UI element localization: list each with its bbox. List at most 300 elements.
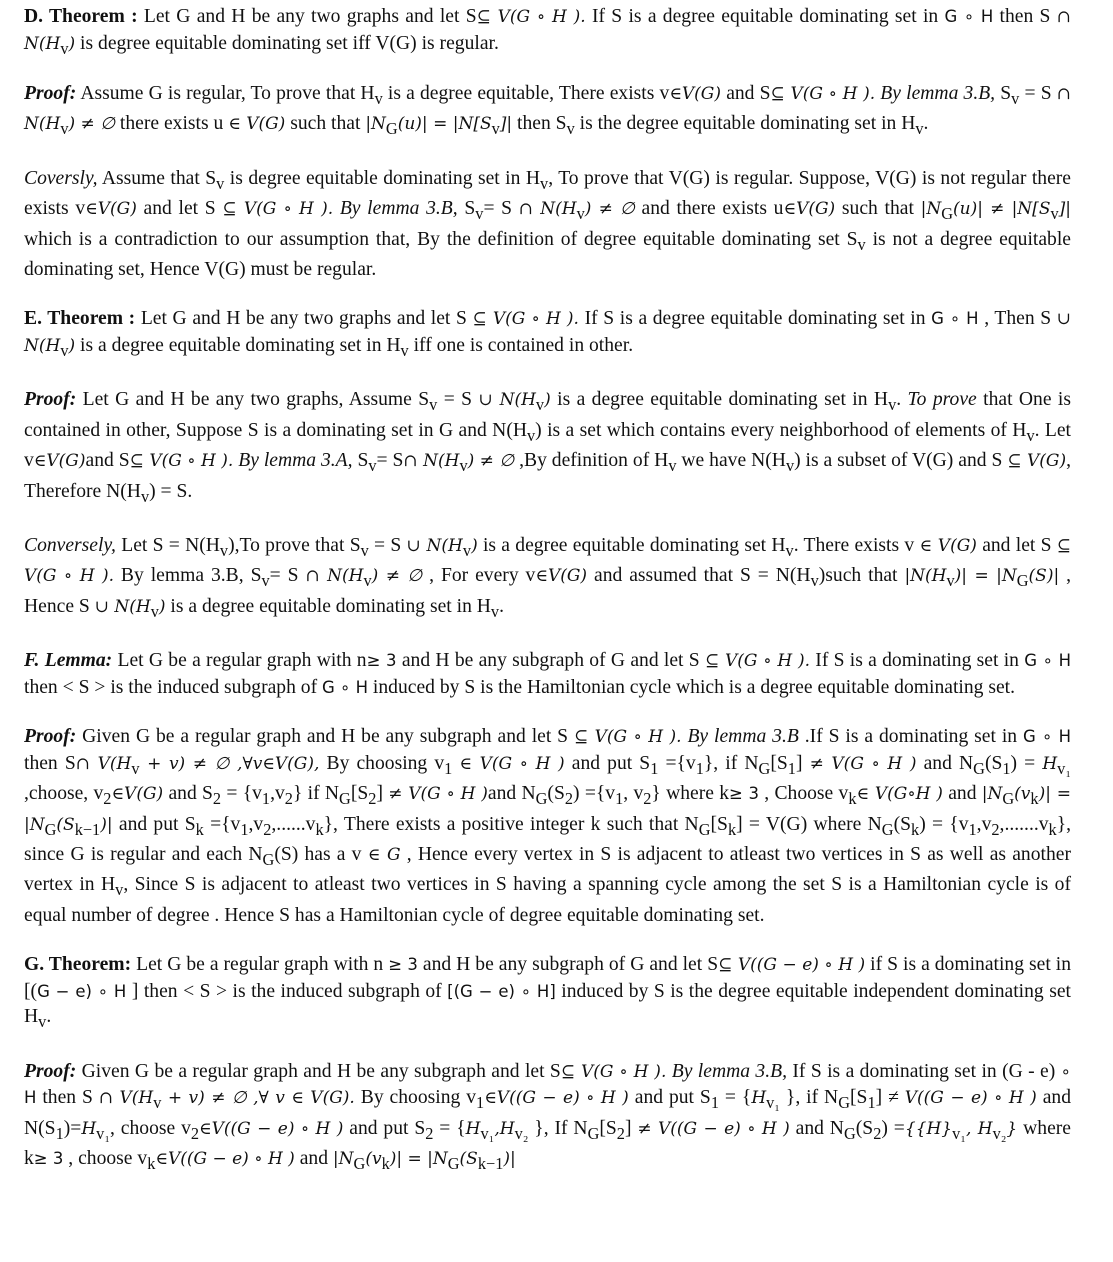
math-expression: )| (503, 1148, 516, 1169)
subscript: G (881, 819, 894, 839)
math-expression: ) ≠ ∅ (68, 114, 116, 135)
text-run: = S (437, 389, 479, 411)
text-run: , Choose v (759, 783, 849, 805)
math-expression: ∩ N(H (24, 7, 1071, 54)
math-expression: ∪ N(H (24, 309, 1072, 356)
theorem-d (24, 4, 1071, 61)
subscript: 2 (263, 819, 272, 839)
subscript: 2 (284, 789, 293, 808)
emphasis-text: Proof: (24, 389, 77, 411)
subscript: 1 (476, 1093, 485, 1113)
math-expression: (S (56, 814, 75, 835)
math-expression: ∈V((G − e) ∘ H ) (484, 1088, 629, 1109)
text-run: ) = (881, 1117, 905, 1139)
emphasis-text: By lemma 3.B, (875, 82, 996, 104)
math-expression: ≥ 3 (366, 651, 397, 671)
math-expression: ⊆ V(G ∘ H ). (24, 535, 1072, 587)
text-run: such that (285, 113, 366, 135)
math-expression: ⊆ V(G ∘ H ). (129, 451, 234, 472)
lemma-f (24, 648, 1071, 700)
text-run: Let G and H be any two graphs and let S (135, 308, 473, 330)
subscript: v (475, 204, 484, 224)
text-run: Let G and H be any two graphs, Assume S (76, 389, 430, 411)
text-run: and (294, 1147, 333, 1169)
text-run: ) = S. (149, 480, 193, 502)
math-expression: ∩ N(H (24, 83, 1072, 135)
text-run: }, There exists a positive integer k such that N (323, 813, 699, 835)
subscript: v₁ (1057, 758, 1072, 778)
text-run: S (995, 82, 1012, 104)
math-expression: ) ≠ ∅ (371, 566, 423, 587)
text-run: . Let v (24, 419, 1072, 472)
math-expression: ≠ V((G − e) ∘ H ) (637, 1118, 790, 1139)
subscript: v (60, 119, 69, 139)
text-run: , To prove that V(G) is regular. Suppose, V(G) is not regular there exists v (24, 167, 1072, 220)
math-expression: V((G − e) ∘ H ) (904, 1088, 1037, 1109)
subscript: 2 (190, 1123, 200, 1143)
subscript: v (1011, 88, 1020, 108)
text-run: ) is a subset of V(G) and S (794, 450, 1008, 472)
subscript: v (527, 425, 536, 445)
text-run: Let G be a regular graph with n (131, 954, 389, 976)
text-run: and N (789, 1117, 844, 1139)
text-run: (S (893, 813, 912, 835)
text-run: ] (795, 752, 810, 774)
subscript: v (219, 540, 229, 560)
emphasis-text: Proof: (24, 726, 77, 748)
text-run: and let S (976, 534, 1057, 556)
text-run: [S (350, 783, 369, 805)
subscript: v (153, 1093, 162, 1113)
subscript: k (1048, 819, 1057, 839)
math-expression: ) (68, 33, 76, 54)
text-run: ] = V(G) where N (736, 813, 882, 835)
text-run: is degree equitable dominating set in H (224, 167, 541, 189)
math-expression: ∈ V(G ∘ H ) (459, 753, 565, 774)
text-run: which is a contradiction to our assumption that, By the definition of degree equitable dominating set S (24, 228, 858, 250)
subscript: v (261, 571, 270, 591)
text-run: and N (916, 752, 974, 774)
math-expression: {{H} (904, 1118, 953, 1139)
text-run: , v (623, 783, 644, 805)
text-run: and assumed that S = N(H (587, 565, 811, 587)
math-expression: ∪ N(H (406, 535, 463, 556)
subscript: k (727, 819, 737, 839)
subscript: k (1030, 789, 1039, 808)
text-run: then < S > is the induced subgraph of (24, 676, 323, 698)
text-run: we have N(H (676, 450, 786, 472)
text-run: then S (36, 1087, 99, 1109)
subscript: G (973, 758, 985, 778)
subscript: k (381, 1153, 390, 1173)
text-run: ,v (976, 813, 992, 835)
text-run: , Hence every vertex in S is adjacent to atleast two vertices in S as well as another vertex in H (24, 843, 1071, 896)
math-expression: (u)| ≠ |N[S (953, 199, 1051, 220)
math-expression: ⊆ V(G ∘ H ). (222, 199, 334, 220)
math-expression: + v) ≠ ∅ ,∀v∈V(G), (139, 753, 320, 774)
proof-e-paragraph-2 (24, 533, 1071, 624)
text-run: and put S (343, 1117, 426, 1139)
text-run: } if N (292, 783, 340, 805)
proof-f (24, 724, 1071, 928)
text-run: is not a degree equitable dominating set, Hence V(G) must be regular. (24, 228, 1071, 280)
text-run: If S is a dominating set in (G - e) (787, 1060, 1061, 1082)
text-run: ,.......v (999, 813, 1049, 835)
emphasis-text: D. Theorem : (24, 6, 138, 27)
math-expression: ∈V(G) (33, 451, 86, 472)
text-run: By choosing v (319, 752, 445, 774)
text-run: and S (721, 82, 771, 104)
text-run: = S (483, 198, 519, 220)
math-expression: ) ≠ ∅ (584, 199, 635, 220)
math-expression: )| (100, 814, 113, 835)
text-run: = S (269, 565, 306, 587)
math-expression: ) (68, 335, 76, 356)
text-run: . (46, 1006, 52, 1028)
math-expression: ⊆ V(G ∘ H ). (560, 1061, 667, 1082)
text-run: = { (719, 1087, 752, 1109)
emphasis-text: G. Theorem: (24, 954, 132, 976)
math-expression: (v (365, 1148, 382, 1169)
text-run: ) = {v (919, 813, 969, 835)
subscript: 2 (643, 789, 652, 808)
subscript: 1 (444, 758, 453, 778)
text-run: and N(S (24, 1087, 1072, 1139)
text-run: ,By definition of H (514, 450, 669, 472)
math-expression: H (751, 1088, 767, 1109)
subscript: v (60, 38, 69, 58)
math-expression: |N(H (904, 566, 947, 587)
text-run: . (896, 389, 902, 411)
emphasis-text: By lemma 3.A, (233, 450, 353, 472)
subscript: 1 (55, 1123, 64, 1143)
subscript: k−1 (477, 1153, 504, 1173)
emphasis-text: Conversely, (24, 534, 116, 556)
text-run: is degree equitable dominating set iff V(G) is regular. (75, 32, 499, 54)
subscript: 1 (650, 758, 659, 778)
theorem-g (24, 952, 1071, 1034)
math-expression: ≥ 3 (729, 784, 759, 804)
text-run: Let G be a regular graph with n (112, 650, 367, 672)
subscript: v₁ (766, 1093, 780, 1113)
subscript: v (216, 173, 225, 193)
text-run: and H be any subgraph of G and let S (417, 954, 719, 976)
text-run: . There exists v (793, 534, 920, 556)
math-expression: ⊆ V((G − e) ∘ H ) (718, 955, 866, 976)
text-run: ) = (1010, 752, 1043, 774)
math-expression: ⊆ V(G ∘ H ). (573, 727, 682, 748)
subscript: 2 (564, 789, 574, 808)
subscript: 1 (261, 789, 271, 808)
math-expression: ≠ V(G ∘ H ) (809, 753, 917, 774)
text-run: [S (850, 1087, 868, 1109)
text-run: and N (487, 783, 536, 805)
math-expression: H (499, 1118, 515, 1139)
math-expression: + v) ≠ ∅ ,∀ v ∈ V(G). (161, 1088, 355, 1109)
text-run: [S (710, 813, 728, 835)
text-run: ) is a set which contains every neighborhood of elements of H (535, 419, 1027, 441)
subscript: G (353, 1153, 366, 1173)
text-run: there exists u (115, 113, 229, 135)
text-run: ] then < S > is the induced subgraph of (126, 980, 448, 1002)
math-expression: G − e) ∘ H (37, 981, 127, 1001)
emphasis-text: Proof: (24, 82, 77, 104)
text-run: and there exists u (634, 198, 784, 220)
subscript: v (360, 540, 369, 560)
math-expression: G ∘ H (944, 7, 994, 26)
math-expression: G ∘ H (931, 309, 979, 329)
math-expression: |N (365, 114, 386, 135)
subscript: 1 (968, 819, 977, 839)
math-expression: ∪ N(H (94, 596, 151, 617)
subscript: G (339, 789, 351, 808)
text-run: )such that (818, 565, 905, 587)
math-expression: ∪ N(H (478, 390, 536, 411)
text-run: }, if N (703, 752, 759, 774)
text-run: } where k (651, 783, 730, 805)
math-expression: ∩ N(H (305, 566, 364, 587)
math-expression: ≠ V(G ∘ H ) (388, 784, 488, 805)
math-expression: , H (965, 1118, 993, 1139)
text-run: [S (770, 752, 788, 774)
text-run: then S (993, 6, 1057, 27)
math-expression: ∩ V(H (98, 1088, 154, 1109)
subscript: G (44, 819, 57, 839)
math-expression: )| = |N (954, 566, 1017, 587)
text-run: ] (624, 1117, 638, 1139)
text-run: where k (24, 1117, 1071, 1169)
math-expression: ⊆ V(G) (1007, 451, 1067, 472)
math-expression: ∈V(G) (783, 199, 836, 220)
text-run: .If S is a dominating set in (798, 726, 1023, 748)
math-expression: ∩ N(H (403, 451, 460, 472)
subscript: v (857, 234, 866, 254)
subscript: v (400, 340, 409, 360)
math-expression: ⊆ V(G ∘ H ). (704, 651, 811, 672)
math-expression: H (81, 1118, 97, 1139)
math-expression: ≥ 3 (33, 1148, 64, 1168)
subscript: G (587, 1123, 600, 1143)
math-expression: ⊆ V(G ∘ H ). (770, 83, 876, 104)
math-expression: ) (471, 535, 478, 556)
subscript: v₂ (992, 1123, 1007, 1143)
subscript: 1 (240, 819, 249, 839)
text-run: , For every v (422, 565, 536, 587)
math-expression: (S (459, 1148, 478, 1169)
text-run: is the degree equitable dominating set in H (574, 113, 916, 135)
math-expression: [(G − e) ∘ H] (447, 981, 556, 1001)
text-run: and S (163, 783, 213, 805)
subscript: G (385, 119, 398, 139)
math-expression: ) ≠ ∅ (467, 451, 515, 472)
text-run: ,v (270, 783, 285, 805)
text-run: ={v (658, 752, 696, 774)
text-run: , choose v (63, 1147, 148, 1169)
math-expression: |N (332, 1148, 354, 1169)
subscript: v (785, 456, 795, 476)
subscript: 2 (212, 789, 222, 808)
text-run: (S (855, 1117, 874, 1139)
math-expression: G ∘ H (1024, 651, 1071, 671)
math-expression: ∈ V(G) (919, 535, 977, 556)
subscript: v (490, 601, 500, 621)
math-expression: ∈ G (367, 844, 401, 865)
subscript: v (888, 395, 897, 415)
subscript: v (491, 119, 500, 139)
subscript: v (150, 601, 159, 621)
math-expression: |N (981, 784, 1003, 805)
text-run: is a degree equitable dominating set in H (165, 595, 491, 617)
text-run: then S (512, 113, 567, 135)
subscript: k (195, 819, 204, 839)
math-expression: ∩ V(H (75, 753, 132, 774)
text-run: = {v (221, 783, 262, 805)
text-run: , Hence S (24, 565, 1072, 617)
math-expression: ∈V(G) (85, 199, 137, 220)
subscript: k−1 (74, 819, 101, 839)
subscript: v (140, 486, 150, 506)
subscript: 2 (425, 1123, 434, 1143)
text-run: and H be any subgraph of G and let S (396, 650, 705, 672)
math-expression: (u)| = |N[S (397, 114, 492, 135)
subscript: v (363, 571, 372, 591)
text-run: ] ≠ (875, 1087, 905, 1109)
text-run: (S) has a v (274, 843, 368, 865)
subscript: 2 (991, 819, 1000, 839)
math-expression: G ∘ H (1022, 727, 1072, 747)
subscript: v (668, 456, 677, 476)
subscript: v (535, 395, 545, 415)
subscript: v (459, 456, 468, 476)
math-expression: ∈ V(G) (228, 114, 286, 135)
subscript: v (946, 571, 955, 591)
text-run: , Therefore N(H (24, 450, 1072, 502)
subscript: 1 (615, 789, 624, 808)
text-run: is a degree equitable dominating set in H (550, 389, 889, 411)
text-run: = { (433, 1117, 466, 1139)
emphasis-text: Proof: (24, 1060, 77, 1082)
math-expression: ∈V(G) (669, 83, 722, 104)
text-run: ,......v (271, 813, 316, 835)
subscript: 2 (616, 1123, 625, 1143)
text-run: }, since G is regular and each N (24, 813, 1072, 865)
subscript: 2 (103, 789, 112, 808)
text-run: If S is a degree equitable dominating set in (578, 308, 932, 330)
text-run: S (352, 450, 369, 472)
text-run: and (942, 783, 982, 805)
emphasis-text: By lemma 3.B, (333, 198, 458, 220)
emphasis-text: By lemma 3.B (681, 726, 799, 748)
subscript: v (60, 340, 69, 360)
subscript: v₁ (952, 1123, 966, 1143)
subscript: G (941, 204, 953, 224)
text-run: Given G be a regular graph and H be any subgraph and let S (76, 726, 574, 748)
proof-g (24, 1059, 1071, 1177)
math-expression: ) (544, 390, 551, 411)
text-run: (S (547, 783, 565, 805)
subscript: k (315, 819, 324, 839)
math-expression: (v (1014, 784, 1031, 805)
text-run: (S (984, 752, 1003, 774)
text-run: = S (376, 450, 404, 472)
subscript: v (785, 540, 794, 560)
text-run: }, if N (780, 1087, 839, 1109)
text-run: that One is contained in other, Suppose S is a dominating set in G and N(H (24, 389, 1072, 441)
subscript: v₁ (480, 1123, 495, 1143)
text-run: , Then S (978, 308, 1057, 330)
subscript: G (698, 819, 711, 839)
text-run: and put S (112, 813, 196, 835)
text-run: = S (368, 534, 407, 556)
text-run: Let G and H be any two graphs and let S (137, 6, 477, 27)
text-run: If S is a degree equitable dominating set in (585, 6, 945, 27)
subscript: v (462, 540, 472, 560)
subscript: v (1050, 204, 1059, 224)
math-expression: ∈V((G − e) ∘ H ) (199, 1118, 344, 1139)
math-expression: ]| (499, 114, 513, 135)
subscript: 2 (368, 789, 377, 808)
text-run: ] (376, 783, 389, 805)
subscript: G (262, 849, 275, 869)
subscript: v (115, 880, 124, 900)
emphasis-text: F. Lemma: (24, 650, 113, 672)
subscript: 1 (787, 758, 796, 778)
subscript: G (535, 789, 548, 808)
math-expression: )| = |N (389, 1148, 448, 1169)
text-run: ,choose, v (24, 783, 104, 805)
subscript: v (374, 88, 383, 108)
math-expression: ∈ V(G∘H ) (856, 784, 943, 805)
text-run: }, If N (528, 1117, 588, 1139)
text-run: , choose v (110, 1117, 191, 1139)
subscript: G (843, 1123, 856, 1143)
math-expression: (S)| (1028, 566, 1060, 587)
text-run: Assume G is regular, To prove that H (76, 82, 375, 104)
text-run: , Since S is adjacent to atleast two vertices in S having a spanning cycle among the set S is a Hamiltonian cycle is of equal number of degree . Hence S has a Hamiltonian cycle of degree equitable dominating set. (24, 874, 1071, 926)
text-run: . (923, 113, 929, 135)
subscript: v (1026, 425, 1035, 445)
text-run: induced by S is the Hamiltonian cycle which is a degree equitable dominating set. (368, 676, 1015, 698)
text-run: If S is a dominating set in (810, 650, 1025, 672)
text-run: ),To prove that S (228, 534, 361, 556)
subscript: G (838, 1093, 851, 1113)
proof-e-paragraph-1 (24, 387, 1071, 509)
text-run: . (499, 595, 504, 617)
text-run: iff one is contained in other. (408, 334, 634, 356)
math-expression: ⊆ V(G ∘ H ). (476, 7, 586, 27)
math-expression: ⊆ V(G ∘ H ). (472, 309, 579, 330)
subscript: k (848, 789, 857, 808)
subscript: 1 (1002, 758, 1011, 778)
math-expression: |N (920, 199, 942, 220)
subscript: 1 (710, 1093, 719, 1113)
subscript: G (447, 1153, 460, 1173)
subscript: k (147, 1153, 156, 1173)
text-run: [S (599, 1117, 617, 1139)
math-expression: ]| (1058, 199, 1072, 220)
subscript: v (566, 119, 575, 139)
math-expression: G ∘ H (322, 677, 369, 697)
text-run: and put S (564, 752, 651, 774)
text-run: Assume that S (97, 167, 217, 189)
text-run: = S (1019, 82, 1057, 104)
subscript: v (368, 456, 377, 476)
math-expression: ∈V(G) (535, 566, 588, 587)
emphasis-text: Coversly, (24, 167, 98, 189)
text-run: Given G be a regular graph and H be any subgraph and let S (76, 1060, 561, 1082)
math-expression: ∈V((G − e) ∘ H ) (155, 1148, 295, 1169)
subscript: v (540, 173, 549, 193)
